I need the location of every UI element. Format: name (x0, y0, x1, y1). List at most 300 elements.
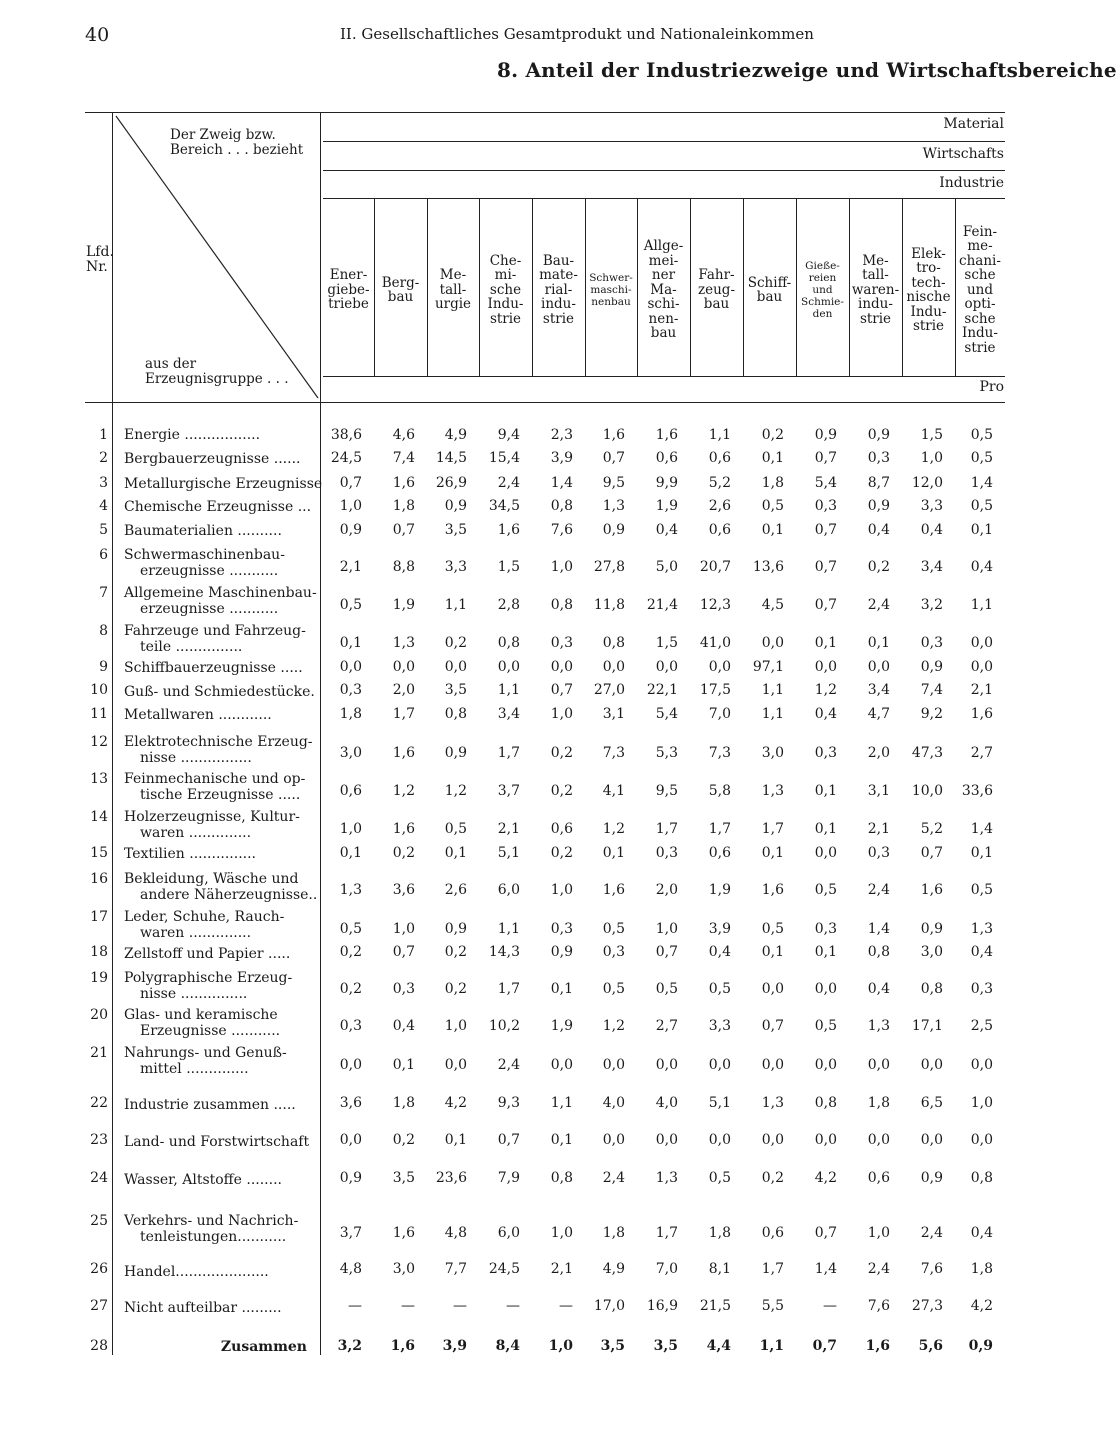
row-label: Glas- und keramische Erzeugnisse ........... (124, 1007, 281, 1039)
table-cell: 1,0 (867, 1225, 890, 1241)
table-cell: 1,6 (920, 882, 943, 898)
table-cell: 0,1 (814, 635, 837, 651)
table-cell: 1,5 (920, 427, 943, 443)
table-cell: 1,0 (550, 882, 573, 898)
table-cell: 5,3 (655, 745, 678, 761)
table-cell: 2,4 (497, 1057, 520, 1073)
table-cell: 3,7 (339, 1225, 362, 1241)
row-label: Bergbauerzeugnisse ...... (124, 451, 301, 467)
table-cell: 3,4 (867, 682, 890, 698)
table-cell: 3,6 (339, 1095, 362, 1111)
table-cell: 1,4 (867, 921, 890, 937)
table-cell: 0,2 (444, 981, 467, 997)
table-cell: 24,5 (488, 1261, 520, 1277)
table-cell: 0,0 (867, 1132, 890, 1148)
table-cell: 1,9 (392, 597, 415, 613)
table-cell: 0,3 (814, 745, 837, 761)
table-cell: 0,3 (602, 944, 625, 960)
row-label: Industrie zusammen ..... (124, 1097, 296, 1113)
table-cell: 3,9 (442, 1338, 467, 1354)
table-cell: 1,7 (708, 821, 731, 837)
table-cell: 1,0 (444, 1018, 467, 1034)
table-cell: 3,5 (444, 682, 467, 698)
table-cell: 0,0 (970, 1132, 993, 1148)
table-cell: 0,7 (602, 450, 625, 466)
row-number: 16 (90, 871, 108, 887)
table-cell: 3,5 (600, 1338, 625, 1354)
table-cell: 9,3 (497, 1095, 520, 1111)
table-cell: — (401, 1298, 415, 1314)
row-label: Schwermaschinenbau- erzeugnisse ........... (124, 547, 285, 579)
table-cell: 7,9 (497, 1170, 520, 1186)
table-cell: 1,1 (970, 597, 993, 613)
table-cell: 1,7 (497, 745, 520, 761)
table-cell: 5,6 (918, 1338, 943, 1354)
table-cell: 1,2 (444, 783, 467, 799)
table-cell: 7,6 (867, 1298, 890, 1314)
table-cell: 1,6 (761, 882, 784, 898)
table-cell: 7,0 (655, 1261, 678, 1277)
table-cell: 3,9 (550, 450, 573, 466)
table-cell: 4,0 (602, 1095, 625, 1111)
table-cell: 0,0 (339, 659, 362, 675)
table-cell: 23,6 (435, 1170, 467, 1186)
table-cell: 0,0 (761, 1057, 784, 1073)
table-cell: 0,5 (761, 498, 784, 514)
table-cell: 2,6 (444, 882, 467, 898)
table-cell: 0,9 (339, 522, 362, 538)
table-cell: 0,8 (814, 1095, 837, 1111)
row-label: Holzerzeugnisse, Kultur- waren .............. (124, 809, 300, 841)
table-cell: 1,7 (761, 1261, 784, 1277)
table-cell: 0,0 (392, 659, 415, 675)
table-cell: 3,7 (497, 783, 520, 799)
row-label: Polygraphische Erzeug- nisse ............... (124, 970, 293, 1002)
table-cell: 0,7 (497, 1132, 520, 1148)
table-cell: 1,4 (550, 475, 573, 491)
table-cell: 0,1 (761, 944, 784, 960)
table-cell: 0,5 (761, 921, 784, 937)
table-cell: 97,1 (752, 659, 784, 675)
table-cell: 0,7 (761, 1018, 784, 1034)
table-cell: 0,0 (708, 659, 731, 675)
running-head: II. Gesellschaftliches Gesamtprodukt und Nationaleinkommen (340, 25, 814, 43)
table-cell: 5,8 (708, 783, 731, 799)
table-cell: 1,0 (339, 498, 362, 514)
table-cell: 0,3 (814, 921, 837, 937)
unit-label: Pro (979, 379, 1004, 395)
table-cell: 1,6 (865, 1338, 890, 1354)
table-cell: 7,0 (708, 706, 731, 722)
row-number: 11 (90, 706, 108, 722)
table-cell: 12,0 (911, 475, 943, 491)
table-cell: 3,0 (920, 944, 943, 960)
table-cell: 1,8 (867, 1095, 890, 1111)
table-cell: 0,7 (814, 522, 837, 538)
table-cell: 0,3 (339, 682, 362, 698)
table-cell: 1,8 (392, 498, 415, 514)
table-cell: 0,1 (867, 635, 890, 651)
row-number: 22 (90, 1095, 108, 1111)
table-cell: 4,8 (444, 1225, 467, 1241)
table-cell: 21,4 (646, 597, 678, 613)
row-label: Metallurgische Erzeugnisse (124, 476, 323, 492)
table-cell: 2,0 (867, 745, 890, 761)
row-number: 5 (99, 522, 108, 538)
table-cell: 0,3 (550, 921, 573, 937)
table-cell: 0,8 (550, 1170, 573, 1186)
table-cell: 3,4 (497, 706, 520, 722)
table-cell: 9,4 (497, 427, 520, 443)
table-cell: 1,0 (920, 450, 943, 466)
table-cell: 3,3 (444, 559, 467, 575)
table-cell: 10,2 (488, 1018, 520, 1034)
row-number: 21 (90, 1045, 108, 1061)
table-cell: 27,0 (593, 682, 625, 698)
table-cell: 2,1 (497, 821, 520, 837)
row-label: Guß- und Schmiedestücke. (124, 684, 315, 700)
table-cell: 4,8 (339, 1261, 362, 1277)
table-cell: 1,7 (392, 706, 415, 722)
row-label: Feinmechanische und op- tische Erzeugnisse ..... (124, 771, 306, 803)
table-cell: 1,6 (390, 1338, 415, 1354)
table-cell: 2,7 (655, 1018, 678, 1034)
table-cell: 1,6 (602, 427, 625, 443)
table-cell: 0,3 (814, 498, 837, 514)
table-cell: 0,1 (550, 981, 573, 997)
table-cell: 2,0 (392, 682, 415, 698)
table-cell: 0,1 (814, 783, 837, 799)
table-cell: — (453, 1298, 467, 1314)
table-cell: 0,4 (970, 559, 993, 575)
table-cell: 0,1 (339, 635, 362, 651)
table-cell: 1,3 (655, 1170, 678, 1186)
table-cell: 5,4 (655, 706, 678, 722)
table-cell: 7,4 (392, 450, 415, 466)
table-cell: 0,1 (761, 845, 784, 861)
table-cell: 3,3 (920, 498, 943, 514)
table-cell: — (348, 1298, 362, 1314)
table-cell: 0,7 (814, 559, 837, 575)
table-cell: 1,7 (497, 981, 520, 997)
table-cell: — (823, 1298, 837, 1314)
column-header: Me- tall- urgie (434, 267, 472, 313)
table-cell: 0,0 (550, 659, 573, 675)
table-cell: 1,8 (761, 475, 784, 491)
table-cell: 27,3 (911, 1298, 943, 1314)
table-cell: 0,7 (920, 845, 943, 861)
table-cell: 0,1 (602, 845, 625, 861)
table-cell: 0,0 (761, 635, 784, 651)
table-cell: 2,6 (708, 498, 731, 514)
table-cell: 0,5 (655, 981, 678, 997)
table-cell: 0,5 (708, 981, 731, 997)
table-cell: 7,6 (550, 522, 573, 538)
table-cell: 4,6 (392, 427, 415, 443)
table-cell: 0,9 (339, 1170, 362, 1186)
table-cell: 6,0 (497, 1225, 520, 1241)
table-cell: 6,5 (920, 1095, 943, 1111)
table-cell: 0,0 (814, 1132, 837, 1148)
super-header-wirtschafts: Wirtschafts (922, 146, 1004, 162)
table-cell: 0,9 (867, 427, 890, 443)
table-cell: 1,0 (970, 1095, 993, 1111)
table-cell: 0,1 (761, 522, 784, 538)
table-cell: 1,4 (970, 475, 993, 491)
table-cell: 1,8 (392, 1095, 415, 1111)
table-cell: 20,7 (699, 559, 731, 575)
row-number: 17 (90, 909, 108, 925)
table-cell: 22,1 (646, 682, 678, 698)
row-number: 27 (90, 1298, 108, 1314)
table-cell: 0,6 (708, 522, 731, 538)
table-cell: 0,2 (444, 635, 467, 651)
table-cell: 24,5 (330, 450, 362, 466)
table-cell: 0,0 (708, 1132, 731, 1148)
table-cell: 1,5 (655, 635, 678, 651)
table-cell: 3,5 (444, 522, 467, 538)
table-cell: 2,7 (970, 745, 993, 761)
table-cell: 0,5 (970, 450, 993, 466)
table-cell: 0,2 (550, 845, 573, 861)
table-cell: 2,4 (602, 1170, 625, 1186)
table-cell: 9,9 (655, 475, 678, 491)
table-cell: 3,2 (920, 597, 943, 613)
table-cell: — (506, 1298, 520, 1314)
page-number: 40 (85, 24, 110, 46)
table-cell: 1,9 (655, 498, 678, 514)
row-number: 12 (90, 734, 108, 750)
table-cell: 2,4 (867, 882, 890, 898)
row-label: Textilien ............... (124, 846, 256, 862)
column-header: Schwer- maschi- nenbau (589, 272, 633, 308)
table-cell: 1,2 (814, 682, 837, 698)
table-cell: 0,4 (970, 1225, 993, 1241)
table-cell: 2,4 (920, 1225, 943, 1241)
table-cell: 0,5 (339, 597, 362, 613)
super-header-industrie: Industrie (939, 175, 1004, 191)
table-cell: 0,5 (444, 821, 467, 837)
table-cell: 0,8 (970, 1170, 993, 1186)
table-cell: 1,1 (761, 682, 784, 698)
row-label: Wasser, Altstoffe ........ (124, 1172, 282, 1188)
row-number: 10 (90, 682, 108, 698)
table-cell: 2,1 (970, 682, 993, 698)
row-label: Schiffbauerzeugnisse ..... (124, 660, 303, 676)
row-number: 19 (90, 970, 108, 986)
table-cell: 0,3 (392, 981, 415, 997)
table-cell: 0,0 (970, 635, 993, 651)
table-cell: 3,2 (337, 1338, 362, 1354)
table-cell: 2,0 (655, 882, 678, 898)
row-label: Fahrzeuge und Fahrzeug- teile ............... (124, 623, 306, 655)
table-cell: 0,3 (655, 845, 678, 861)
table-cell: 1,7 (655, 821, 678, 837)
row-number: 28 (90, 1338, 108, 1354)
table-cell: 1,2 (602, 821, 625, 837)
row-number: 9 (99, 659, 108, 675)
row-label: Zellstoff und Papier ..... (124, 946, 291, 962)
column-header: Gieße- reien und Schmie- den (801, 260, 844, 320)
lfd-header: Lfd. Nr. (86, 244, 114, 275)
table-cell: 4,0 (655, 1095, 678, 1111)
table-cell: 6,0 (497, 882, 520, 898)
row-number: 8 (99, 623, 108, 639)
table-cell: 0,2 (550, 783, 573, 799)
row-number: 2 (99, 450, 108, 466)
table-cell: 1,8 (970, 1261, 993, 1277)
table-cell: 0,3 (920, 635, 943, 651)
row-number: 20 (90, 1007, 108, 1023)
table-cell: 7,3 (602, 745, 625, 761)
table-cell: 26,9 (435, 475, 467, 491)
table-cell: 4,1 (602, 783, 625, 799)
table-cell: 1,3 (392, 635, 415, 651)
table-cell: 17,1 (911, 1018, 943, 1034)
table-cell: 1,2 (392, 783, 415, 799)
table-cell: 0,0 (970, 1057, 993, 1073)
table-cell: 0,6 (655, 450, 678, 466)
table-cell: 5,2 (920, 821, 943, 837)
table-cell: 0,4 (392, 1018, 415, 1034)
table-cell: 0,6 (867, 1170, 890, 1186)
table-cell: 0,0 (655, 1132, 678, 1148)
table-cell: 1,7 (655, 1225, 678, 1241)
table-cell: 0,4 (867, 522, 890, 538)
table-cell: 4,2 (970, 1298, 993, 1314)
table-cell: 1,0 (655, 921, 678, 937)
table-cell: 0,9 (444, 498, 467, 514)
table-cell: 2,8 (497, 597, 520, 613)
table-cell: 7,7 (444, 1261, 467, 1277)
table-cell: 3,0 (392, 1261, 415, 1277)
table-cell: 0,1 (550, 1132, 573, 1148)
table-cell: 0,7 (392, 944, 415, 960)
table-cell: 0,1 (814, 821, 837, 837)
table-cell: 3,6 (392, 882, 415, 898)
table-cell: 9,5 (655, 783, 678, 799)
table-cell: 17,0 (593, 1298, 625, 1314)
table-cell: 0,6 (761, 1225, 784, 1241)
table-cell: 1,8 (602, 1225, 625, 1241)
row-label: Chemische Erzeugnisse ... (124, 499, 312, 515)
table-cell: 0,0 (814, 659, 837, 675)
table-cell: 0,1 (392, 1057, 415, 1073)
table-cell: 1,2 (602, 1018, 625, 1034)
table-cell: 0,0 (655, 659, 678, 675)
table-cell: 7,4 (920, 682, 943, 698)
table-cell: 1,6 (497, 522, 520, 538)
table-cell: 0,9 (920, 659, 943, 675)
table-cell: 0,0 (867, 1057, 890, 1073)
table-cell: 0,3 (970, 981, 993, 997)
row-number: 4 (99, 498, 108, 514)
table-cell: 7,6 (920, 1261, 943, 1277)
table-cell: 1,6 (392, 1225, 415, 1241)
table-cell: 41,0 (699, 635, 731, 651)
table-cell: 0,1 (814, 944, 837, 960)
table-cell: 1,3 (602, 498, 625, 514)
table-cell: 0,4 (867, 981, 890, 997)
table-cell: 0,5 (602, 921, 625, 937)
column-header: Fahr- zeug- bau (698, 267, 735, 313)
table-cell: 14,5 (435, 450, 467, 466)
row-label: Handel..................... (124, 1264, 269, 1280)
table-cell: 0,6 (708, 845, 731, 861)
table-cell: 16,9 (646, 1298, 678, 1314)
table-cell: 1,1 (708, 427, 731, 443)
table-cell: 15,4 (488, 450, 520, 466)
table-cell: 0,0 (761, 981, 784, 997)
table-cell: 4,4 (706, 1338, 731, 1354)
stub-header-bottom: aus der Erzeugnisgruppe . . . (145, 356, 289, 387)
table-cell: 0,2 (761, 427, 784, 443)
row-number: 26 (90, 1261, 108, 1277)
table-cell: 2,1 (867, 821, 890, 837)
table-cell: 0,5 (708, 1170, 731, 1186)
table-cell: 33,6 (961, 783, 993, 799)
row-number: 18 (90, 944, 108, 960)
table-cell: 2,3 (550, 427, 573, 443)
super-header-material: Material (943, 116, 1004, 132)
table-cell: 1,0 (550, 706, 573, 722)
table-cell: 3,1 (867, 783, 890, 799)
table-cell: 0,9 (920, 921, 943, 937)
table-cell: 0,6 (550, 821, 573, 837)
table-cell: 2,4 (497, 475, 520, 491)
row-label: Nahrungs- und Genuß- mittel .............. (124, 1045, 287, 1077)
table-cell: 0,1 (444, 845, 467, 861)
column-header: Berg- bau (381, 274, 420, 305)
row-label: Energie ................. (124, 427, 261, 443)
table-cell: 27,8 (593, 559, 625, 575)
table-cell: 5,5 (761, 1298, 784, 1314)
table-cell: 0,1 (761, 450, 784, 466)
table-cell: 0,0 (339, 1057, 362, 1073)
table-cell: 12,3 (699, 597, 731, 613)
table-cell: 0,9 (444, 921, 467, 937)
column-header: Fein- me- chani- sche und opti- sche Indu- strie (959, 223, 1001, 356)
table-cell: 0,2 (550, 745, 573, 761)
table-cell: 11,8 (593, 597, 625, 613)
row-number: 6 (99, 547, 108, 563)
row-number: 25 (90, 1213, 108, 1229)
table-cell: 1,0 (550, 559, 573, 575)
table-cell: 1,6 (970, 706, 993, 722)
table-cell: 10,0 (911, 783, 943, 799)
table-cell: 17,5 (699, 682, 731, 698)
table-cell: 3,5 (392, 1170, 415, 1186)
table-cell: 1,4 (814, 1261, 837, 1277)
table-cell: 0,2 (339, 944, 362, 960)
table-cell: 8,8 (392, 559, 415, 575)
table-cell: 4,2 (814, 1170, 837, 1186)
row-label: Leder, Schuhe, Rauch- waren .............. (124, 909, 285, 941)
table-cell: 1,8 (708, 1225, 731, 1241)
table-cell: 0,0 (655, 1057, 678, 1073)
table-cell: 0,0 (814, 981, 837, 997)
table-cell: 0,7 (339, 475, 362, 491)
row-label: Verkehrs- und Nachrich- tenleistungen........... (124, 1213, 299, 1245)
table-cell: 0,9 (867, 498, 890, 514)
row-label: Elektrotechnische Erzeug- nisse ................ (124, 734, 313, 766)
table-cell: 0,0 (814, 1057, 837, 1073)
table-cell: 0,8 (920, 981, 943, 997)
table-cell: 0,8 (602, 635, 625, 651)
table-cell: 1,3 (339, 882, 362, 898)
table-cell: 4,5 (761, 597, 784, 613)
table-cell: 1,3 (867, 1018, 890, 1034)
